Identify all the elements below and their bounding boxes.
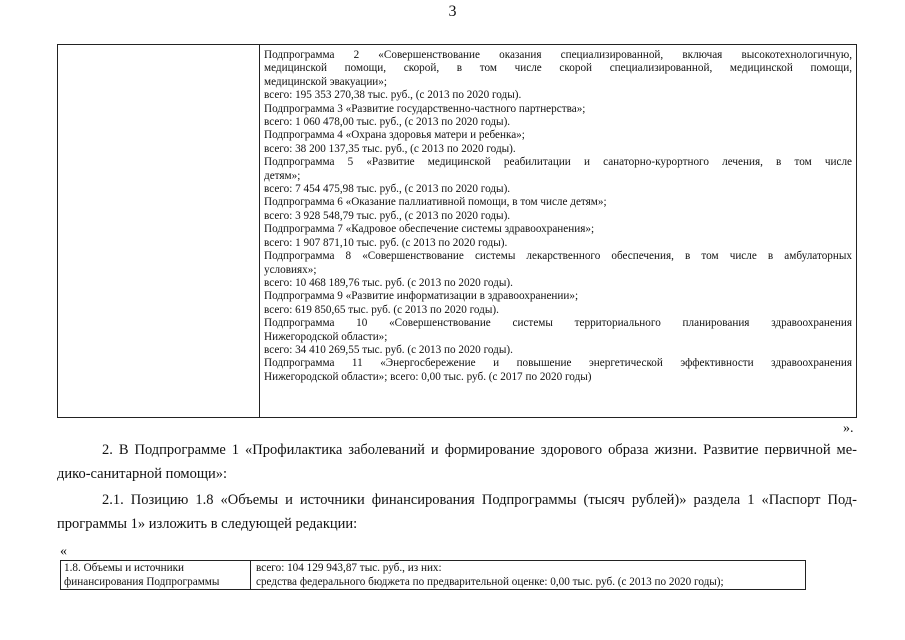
position-label-cell xyxy=(61,561,251,589)
table-text-line: всего: 10 468 189,76 тыс. руб. (с 2013 по 2020 годы). xyxy=(264,276,513,289)
table-text-line: всего: 195 353 270,38 тыс. руб., (с 2013 по 2020 годы). xyxy=(264,89,522,102)
position-value-line-1: всего: 104 129 943,87 тыс. руб., из них: xyxy=(256,562,442,574)
table-text-line: Подпрограмма 11 «Энергосбережение и повышение энергетической эффективности здравоохранения xyxy=(264,357,852,370)
paragraph-2-line-2: дико-санитарной помощи»: xyxy=(57,466,228,482)
table-text-line: всего: 7 454 475,98 тыс. руб., (с 2013 по 2020 годы). xyxy=(264,183,511,196)
closing-quote: ». xyxy=(843,421,854,436)
table-text-line: Подпрограмма 9 «Развитие информатизации в здравоохранении»; xyxy=(264,290,579,303)
table-left-column-empty xyxy=(58,45,260,417)
paragraph-2-1 xyxy=(57,488,857,536)
paragraph-2-1-line-2: программы 1» изложить в следующей редакции: xyxy=(57,516,358,532)
table-text-line: Подпрограмма 5 «Развитие медицинской реабилитации и санаторно-курортного лечения, в том числе xyxy=(264,156,852,169)
paragraph-2 xyxy=(57,438,857,486)
table-text-line: всего: 34 410 269,55 тыс. руб. (с 2013 по 2020 годы). xyxy=(264,343,513,356)
table-text-line: Подпрограмма 2 «Совершенствование оказания специализированной, включая высокотехнологичную, xyxy=(264,49,852,61)
table-text-line: Подпрограмма 10 «Совершенствование системы территориального планирования здравоохранения xyxy=(264,317,852,330)
table-text-line: Нижегородской области»; xyxy=(264,330,388,343)
table-text-line: всего: 1 907 871,10 тыс. руб. (с 2013 по 2020 годы). xyxy=(264,236,508,249)
position-1-8-table xyxy=(60,560,806,590)
table-text-line: медицинской эвакуации»; xyxy=(264,75,388,88)
opening-quote: « xyxy=(60,544,67,559)
position-label-line-2: финансирования Подпрограммы xyxy=(64,575,220,588)
financing-table-continued xyxy=(57,44,857,418)
table-text-line: условиях»; xyxy=(264,263,317,276)
table-text-line: Подпрограмма 4 «Охрана здоровья матери и ребенка»; xyxy=(264,129,525,142)
table-text-line: всего: 38 200 137,35 тыс. руб., (с 2013 по 2020 годы). xyxy=(264,142,516,155)
table-text-line: Подпрограмма 7 «Кадровое обеспечение системы здравоохранения»; xyxy=(264,223,595,236)
paragraph-2-line-1: 2. В Подпрограмме 1 «Профилактика заболеваний и формирование здорового образа жизни. Развитие первичной ме- xyxy=(102,442,857,458)
position-value-line-2: средства федерального бюджета по предварительной оценке: 0,00 тыс. руб. (с 2013 по 2020 годы); xyxy=(256,575,724,588)
table-text-line: всего: 619 850,65 тыс. руб. (с 2013 по 2020 годы). xyxy=(264,303,499,316)
table-text-line: всего: 3 928 548,79 тыс. руб., (с 2013 по 2020 годы). xyxy=(264,209,511,222)
table-right-column-subprograms xyxy=(264,49,852,384)
table-text-line: Нижегородской области»; всего: 0,00 тыс. руб. (с 2017 по 2020 годы) xyxy=(264,370,592,383)
table-text-line: Подпрограмма 8 «Совершенствование системы лекарственного обеспечения, в том числе в амбулаторных xyxy=(264,250,852,263)
table-text-line: Подпрограмма 6 «Оказание паллиативной помощи, в том числе детям»; xyxy=(264,196,607,209)
paragraph-2-1-line-1: 2.1. Позицию 1.8 «Объемы и источники финансирования Подпрограммы (тысяч рублей)» раздела 1 «Паспорт Под- xyxy=(102,492,857,508)
table-text-line: детям»; xyxy=(264,169,301,182)
table-text-line: медицинской помощи, скорой, в том числе скорой специализированной, медицинской помощи, xyxy=(264,62,852,75)
position-value-cell xyxy=(252,561,805,589)
table-text-line: Подпрограмма 3 «Развитие государственно-частного партнерства»; xyxy=(264,102,586,115)
position-label-line-1: 1.8. Объемы и источники xyxy=(64,562,185,574)
page-number: 3 xyxy=(448,3,457,20)
table-text-line: всего: 1 060 478,00 тыс. руб., (с 2013 по 2020 годы). xyxy=(264,116,511,129)
